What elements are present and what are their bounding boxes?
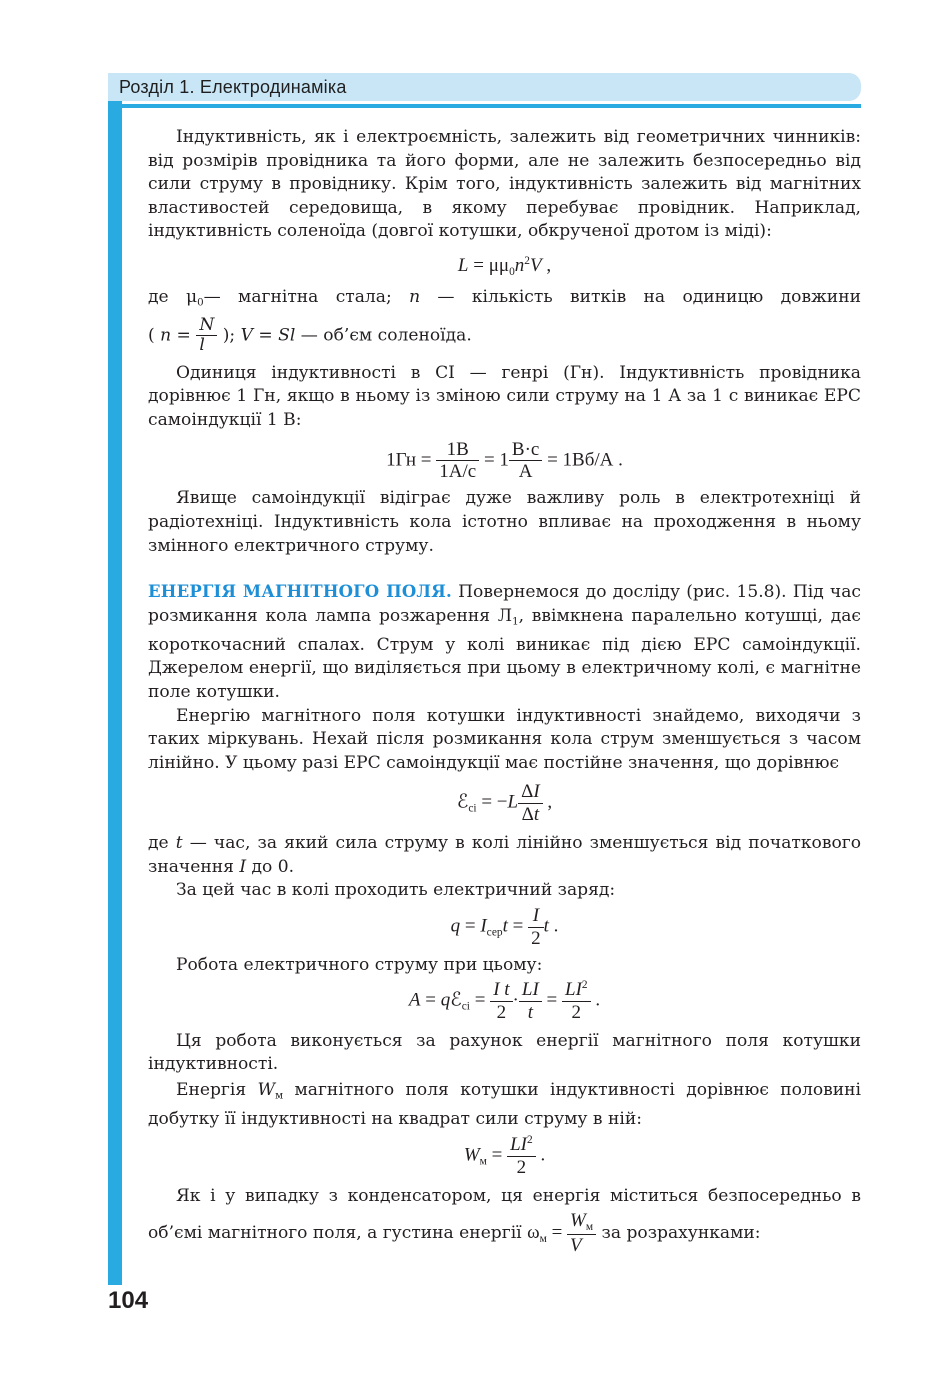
paragraph-time-definition: де t — час, за який сила струму в колі лінійно зменшується від початкового значення I до 0. <box>148 833 861 877</box>
paragraph-mu0-definition: де $\mu_0—$ магнітна стала; n — кількість витків на одиницю довжини <box>148 287 861 309</box>
chapter-title: Розділ 1. Електродинаміка <box>119 77 347 97</box>
paragraph-henry-unit: Одиниця індуктивності в СІ — генрі (Гн). Індуктивність провідника дорівнює 1 Гн, якщо в ньому із зміною сили струму на 1 А за 1 с виникає ЕРС самоіндукції 1 В: <box>148 362 861 431</box>
paragraph-work-source: Ця робота виконується за рахунок енергії магнітного поля котушки індуктивності. <box>148 1030 861 1075</box>
paragraph-n-definition: ( n = $\frac{N}{l}$ ); V = Sl — об’єм соленоїда. <box>148 314 472 356</box>
paragraph-energy-section: ЕНЕРГІЯ МАГНІТНОГО ПОЛЯ. Повернемося до досліду (рис. 15.8). Під час розмикання кола лампа розжарення $Л_1$, ввімкнена паралельно котушці, дає короткочасний спалах. Струм у колі виникає під дією ЕРС самоіндукції. Джерелом енергії, що виділяється при цьому в електричному колі, є магнітне поле котушки. <box>148 582 862 703</box>
fraction-n: $\frac{N}{l}$ <box>196 316 217 356</box>
side-stripe <box>108 101 122 1285</box>
formula-work: A = qℰ$_{сі}$ = $\frac{\text{I t}}{2}$ · $\frac{LI}{t}$ = $\frac{LI^2}{2}$ . <box>408 979 601 1024</box>
paragraph-energy-density-a: Як і у випадку з конденсатором, ця енергія міститься безпосередньо в <box>176 1185 861 1206</box>
paragraph-inductance-factors: Індуктивність, як і електроємність, залежить від геометричних чинників: від розмірів провідника та його форми, але не залежить безпосередньо від сили струму в провіднику. Крім того, індуктивність залежить від магнітних властивостей середовища, в якому перебуває провідник. Наприклад, індуктивність соленоїда (довгої котушки, обкрученої дротом із міді): <box>148 127 861 242</box>
formula-henry: 1Гн = $\frac{1В}{1А/с}$ = 1 $\frac{В\cdot с}{А}$ = 1Вб/А . <box>386 438 623 483</box>
paragraph-energy-definition: Енергія $W_м$ магнітного поля котушки індуктивності дорівнює половині добутку її індуктивності на квадрат сили струму в ній: <box>148 1080 861 1130</box>
formula-solenoid-inductance: $L = \mu\mu_0n^2V$ , <box>457 254 552 278</box>
formula-emf-self-induction: ℰ$_{сі}$ = −L $\frac{\Delta I}{\Delta t}$ , <box>456 781 553 826</box>
formula-charge: $q = I_{сер}t$ = $\frac{I}{2}$ t . <box>450 904 559 949</box>
header-divider <box>122 104 861 108</box>
page-number: 104 <box>108 1287 149 1314</box>
paragraph-energy-reasoning: Енергію магнітного поля котушки індуктивності знайдемо, виходячи з таких міркувань. Нехай після розмикання кола струм зменшується з часом лінійно. У цьому разі ЕРС самоіндукції має постійне значення, що дорівнює <box>148 705 861 773</box>
page-body <box>148 126 861 1257</box>
paragraph-work: Робота електричного струму при цьому: <box>176 954 543 975</box>
paragraph-self-induction-role: Явище самоіндукції відіграє дуже важливу роль в електротехніці й радіотехніці. Індуктивність кола істотно впливає на проходження в ньому змінного електричного струму. <box>148 488 861 556</box>
paragraph-energy-density-b: об’ємі магнітного поля, а густина енергії $\omega_м$ = $\frac{W_м}{V}$ за розрахунками: <box>148 1210 761 1257</box>
section-heading: ЕНЕРГІЯ МАГНІТНОГО ПОЛЯ. <box>148 582 452 602</box>
paragraph-charge: За цей час в колі проходить електричний заряд: <box>176 880 616 901</box>
formula-magnetic-energy: $W_м$ = $\frac{LI^2}{2}$ . <box>463 1133 546 1178</box>
